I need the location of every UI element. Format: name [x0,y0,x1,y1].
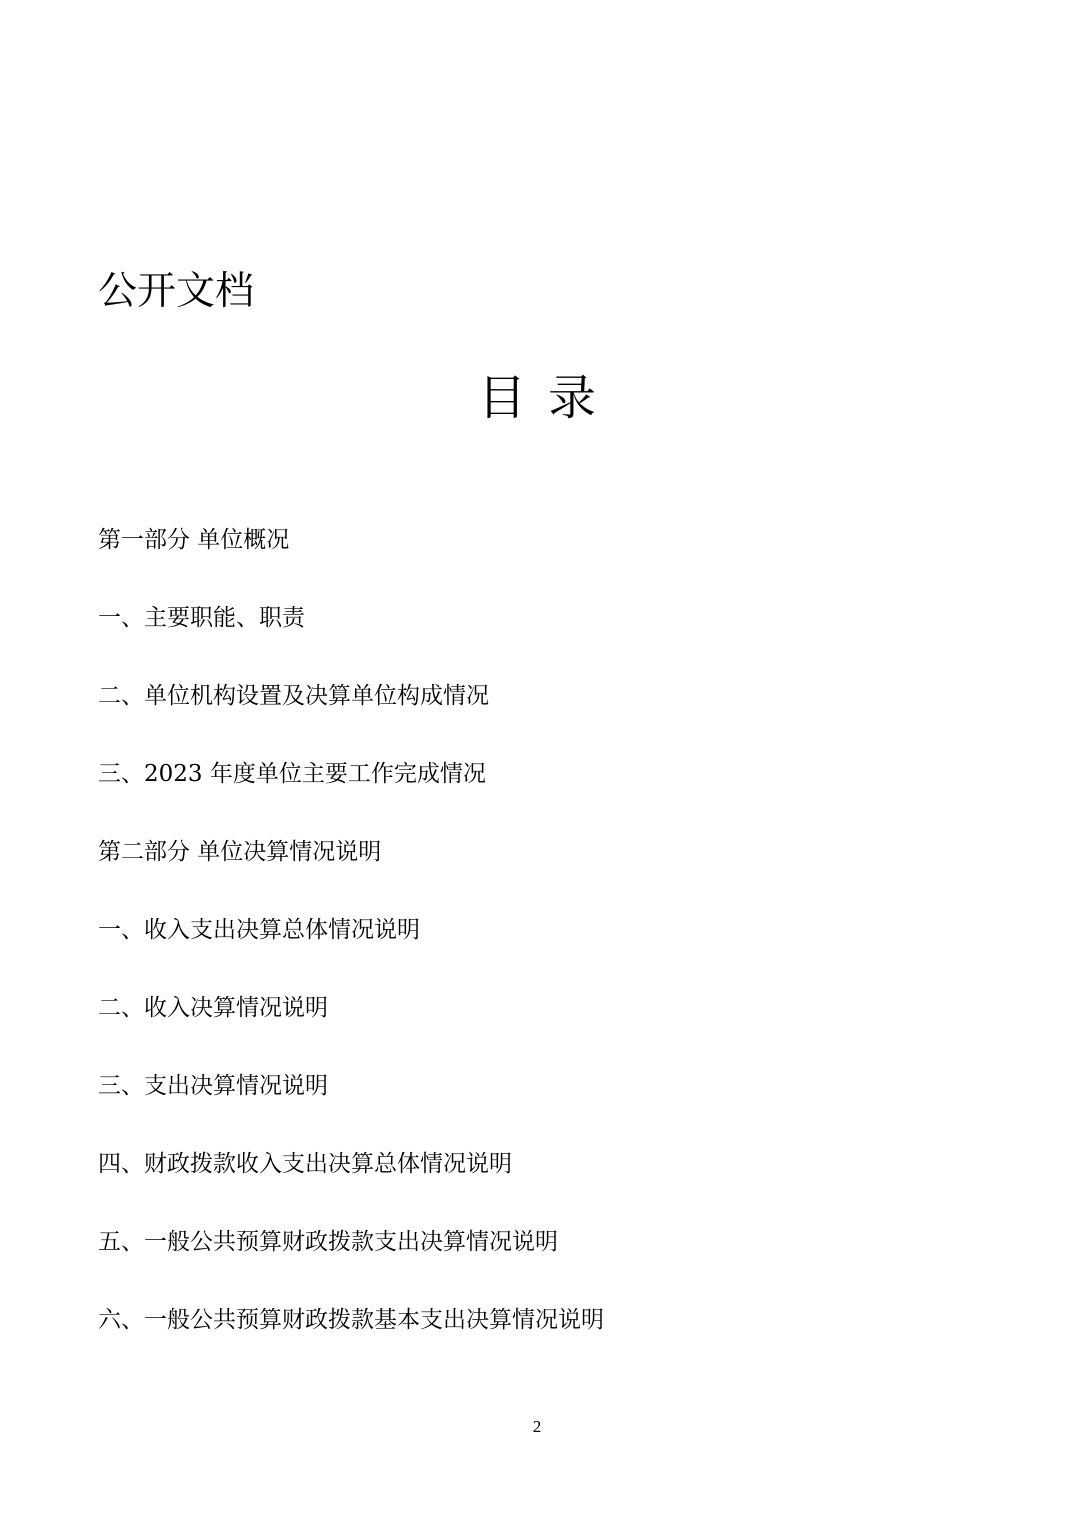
toc-item[interactable]: 三、支出决算情况说明 [98,1073,328,1099]
toc-part-2[interactable]: 第二部分 单位决算情况说明 [98,839,382,865]
toc-title: 目录 [477,370,618,426]
toc-item[interactable]: 六、一般公共预算财政拨款基本支出决算情况说明 [98,1307,604,1333]
toc-item[interactable]: 三、2023 年度单位主要工作完成情况 [98,761,486,787]
toc-item[interactable]: 二、收入决算情况说明 [98,995,328,1021]
toc-part-1[interactable]: 第一部分 单位概况 [98,527,290,553]
toc-item[interactable]: 五、一般公共预算财政拨款支出决算情况说明 [98,1229,558,1255]
toc-item[interactable]: 四、财政拨款收入支出决算总体情况说明 [98,1151,512,1177]
toc-item[interactable]: 一、主要职能、职责 [98,605,305,631]
page-number: 2 [532,1417,542,1436]
toc-item[interactable]: 一、收入支出决算总体情况说明 [98,917,420,943]
document-label: 公开文档 [98,269,255,314]
table-of-contents [98,520,998,1378]
toc-item[interactable]: 二、单位机构设置及决算单位构成情况 [98,683,489,709]
